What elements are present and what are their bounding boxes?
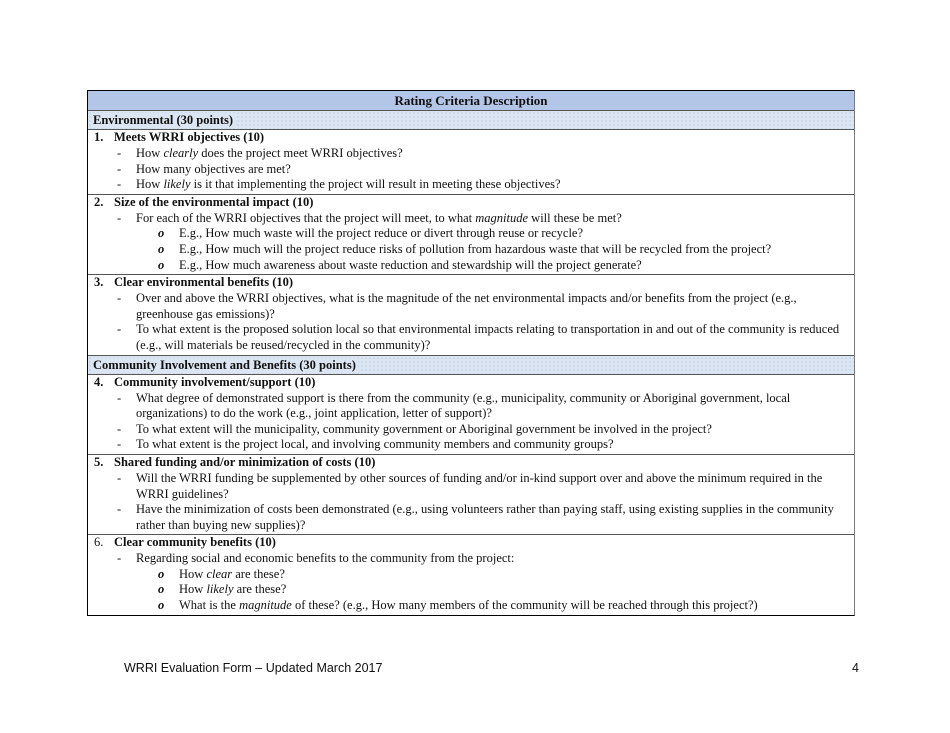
text: How [136, 177, 164, 192]
text: To what extent will the municipality, community government or Aboriginal government be involved in the project? [136, 421, 712, 436]
list-item [88, 146, 854, 162]
list-item [88, 291, 854, 322]
emphasis: clear [206, 566, 233, 581]
criteria-item-5 [88, 455, 854, 535]
text: What degree of demonstrated support is there from the community (e.g., municipality, community or Aboriginal government, local organizations) to do the work (e.g., joint application, letter of support)? [136, 390, 791, 421]
text: How [136, 146, 164, 160]
circle-bullet: o [158, 257, 165, 272]
text: How [179, 582, 207, 597]
section-title: Community Involvement and Benefits (30 points) [93, 357, 356, 372]
dash-bullet: - [117, 210, 122, 225]
criteria-item-4 [88, 375, 854, 455]
criteria-title [88, 130, 854, 146]
list-item [88, 437, 854, 453]
emphasis: magnitude [475, 210, 529, 225]
page-number: 4 [852, 661, 859, 675]
dash-bullet: - [117, 390, 122, 405]
list-item [88, 162, 854, 178]
text: is it that implementing the project will result in meeting these objectives? [190, 177, 561, 192]
criteria-title [88, 275, 854, 291]
emphasis: magnitude [239, 598, 292, 613]
circle-bullet: o [158, 226, 165, 241]
dash-bullet: - [117, 470, 122, 485]
sub-list-item [88, 598, 854, 614]
text: E.g., How much will the project reduce risks of pollution from hazardous waste that will be recycled from the project? [179, 241, 772, 256]
rating-criteria-table [87, 90, 855, 616]
criteria-item-1 [88, 130, 854, 195]
text: will these be met? [528, 210, 622, 225]
sub-list-item [88, 582, 854, 598]
text: How [179, 566, 207, 581]
footer-text: WRRI Evaluation Form – Updated March 2017 [124, 661, 383, 675]
list-item [88, 211, 854, 227]
list-item [88, 471, 854, 502]
text: Regarding social and economic benefits to the community from the project: [136, 551, 515, 566]
table-header: Rating Criteria Description [88, 90, 854, 111]
text: Will the WRRI funding be supplemented by other sources of funding and/or in-kind support over and above the minimum required in the WRRI guidelines? [136, 470, 823, 501]
dash-bullet: - [117, 322, 122, 337]
text: E.g., How much awareness about waste reduction and stewardship will the project generate? [179, 257, 642, 272]
emphasis: clearly [163, 146, 199, 160]
emphasis: likely [163, 177, 191, 192]
item-title: Meets WRRI objectives (10) [114, 130, 265, 144]
section-title: Environmental (30 points) [93, 113, 234, 127]
dash-bullet: - [117, 421, 122, 436]
text: Over and above the WRRI objectives, what is the magnitude of the net environmental impacts and/or benefits from the project (e.g., greenhouse gas emissions)? [136, 291, 797, 321]
item-number: 5. [94, 454, 104, 469]
text: are these? [232, 566, 285, 581]
criteria-title [88, 195, 854, 211]
list-item [88, 422, 854, 438]
sub-list-item [88, 567, 854, 583]
text: For each of the WRRI objectives that the project will meet, to what [136, 210, 476, 225]
dash-bullet: - [117, 291, 122, 306]
emphasis: likely [206, 582, 234, 597]
item-title: Clear environmental benefits (10) [114, 275, 294, 290]
text: does the project meet WRRI objectives? [198, 146, 403, 160]
list-item [88, 551, 854, 567]
section-community [88, 356, 854, 375]
criteria-title [88, 455, 854, 471]
list-item [88, 177, 854, 193]
text: are these? [233, 582, 287, 597]
dash-bullet: - [117, 161, 122, 176]
circle-bullet: o [158, 598, 165, 613]
dash-bullet: - [117, 437, 122, 452]
dash-bullet: - [117, 551, 122, 566]
dash-bullet: - [117, 177, 122, 192]
criteria-title [88, 375, 854, 391]
item-number: 3. [94, 275, 104, 290]
sub-list-item [88, 242, 854, 258]
item-title: Clear community benefits (10) [114, 535, 276, 550]
sub-list-item [88, 258, 854, 274]
circle-bullet: o [158, 566, 165, 581]
dash-bullet: - [117, 146, 122, 160]
criteria-item-3 [88, 275, 854, 355]
item-number: 4. [94, 374, 104, 389]
criteria-title [88, 535, 854, 551]
text: To what extent is the proposed solution local so that environmental impacts relating to transportation in and out of the community is reduced (e.g., will materials be reused/recycled in the community)? [136, 322, 840, 352]
item-number: 6. [94, 535, 104, 550]
circle-bullet: o [158, 241, 165, 256]
text: To what extent is the project local, and involving community members and community groups? [136, 437, 614, 452]
text: How many objectives are met? [136, 161, 291, 176]
text: What is the [179, 598, 240, 613]
section-environmental [88, 111, 854, 130]
dash-bullet: - [117, 502, 122, 517]
list-item [88, 502, 854, 533]
circle-bullet: o [158, 582, 165, 597]
criteria-item-2 [88, 195, 854, 275]
text: Have the minimization of costs been demonstrated (e.g., using volunteers rather than paying staff, using existing supplies in the community rather than buying new supplies)? [136, 502, 834, 532]
item-title: Size of the environmental impact (10) [114, 194, 314, 209]
item-title: Community involvement/support (10) [114, 374, 316, 389]
list-item [88, 322, 854, 353]
item-number: 2. [94, 194, 104, 209]
criteria-item-6 [88, 535, 854, 614]
item-title: Shared funding and/or minimization of costs (10) [114, 454, 376, 469]
sub-list-item [88, 226, 854, 242]
list-item [88, 391, 854, 422]
text: of these? (e.g., How many members of the community will be reached through this project?) [291, 598, 758, 613]
text: E.g., How much waste will the project reduce or divert through reuse or recycle? [179, 226, 584, 241]
item-number: 1. [94, 130, 104, 144]
